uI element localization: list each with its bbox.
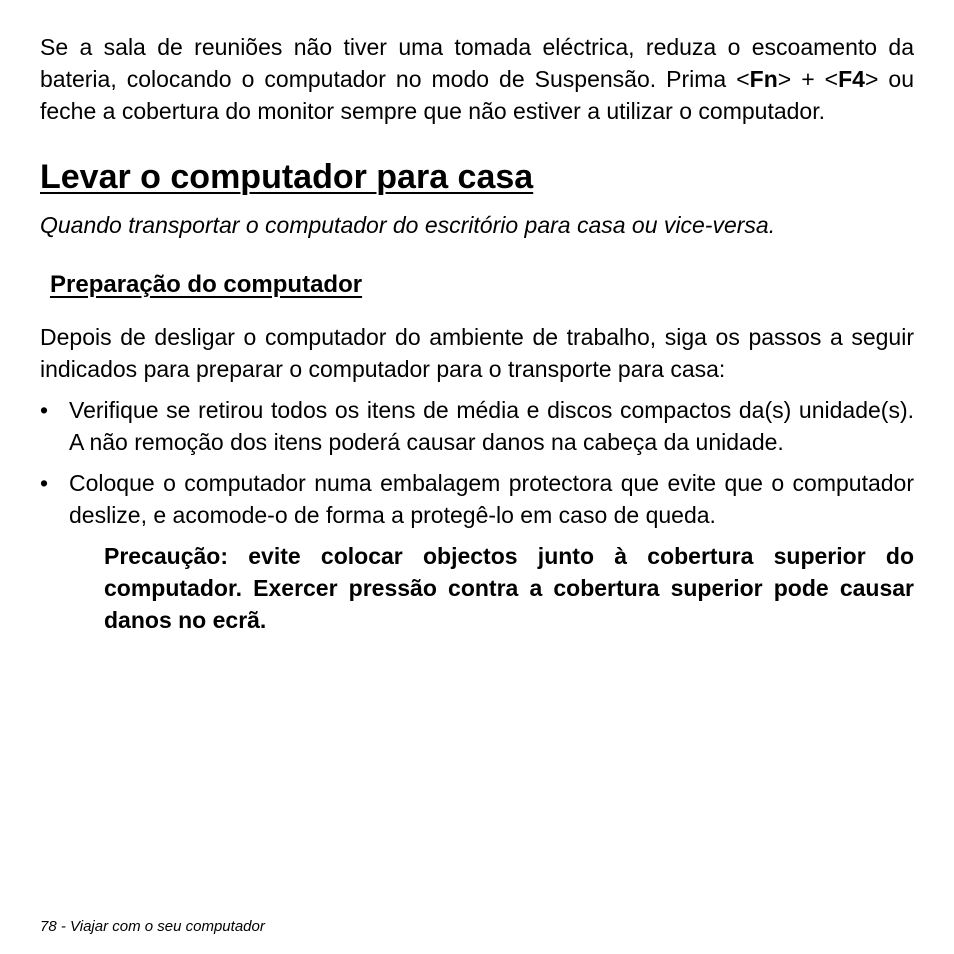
- page-footer: 78 - Viajar com o seu computador: [40, 918, 265, 935]
- list-item: • Verifique se retirou todos os itens de média e discos compactos da(s) unidade(s). A não remoção dos itens poderá causar danos na cabeça da unidade.: [40, 394, 914, 458]
- list-item: • Coloque o computador numa embalagem protectora que evite que o computador deslize, e acomode-o de forma a protegê-lo em caso de queda.: [40, 467, 914, 531]
- page-content: [40, 31, 914, 636]
- section-title: Levar o computador para casa: [40, 158, 534, 196]
- bullet-icon: •: [40, 470, 49, 496]
- key-fn: Fn: [749, 66, 778, 92]
- intro-paragraph: Se a sala de reuniões não tiver uma tomada eléctrica, reduza o escoamento da bateria, colocando o computador no modo de Suspensão. Prima <Fn> + <F4> ou feche a cobertura do monitor sempre que não estiver a utilizar o computador.: [40, 34, 915, 124]
- subsection-intro: Depois de desligar o computador do ambiente de trabalho, siga os passos a seguir indicados para preparar o computador para o transporte para casa:: [40, 324, 914, 382]
- caution-note: Precaução: evite colocar objectos junto à cobertura superior do computador. Exercer pressão contra a cobertura superior pode causar danos no ecrã.: [104, 543, 914, 633]
- key-f4: F4: [838, 66, 865, 92]
- bullet-icon: •: [40, 397, 49, 423]
- section-subtitle: Quando transportar o computador do escritório para casa ou vice-versa.: [40, 212, 776, 238]
- bullet-list: [40, 394, 914, 531]
- subsection-title: Preparação do computador: [50, 271, 363, 298]
